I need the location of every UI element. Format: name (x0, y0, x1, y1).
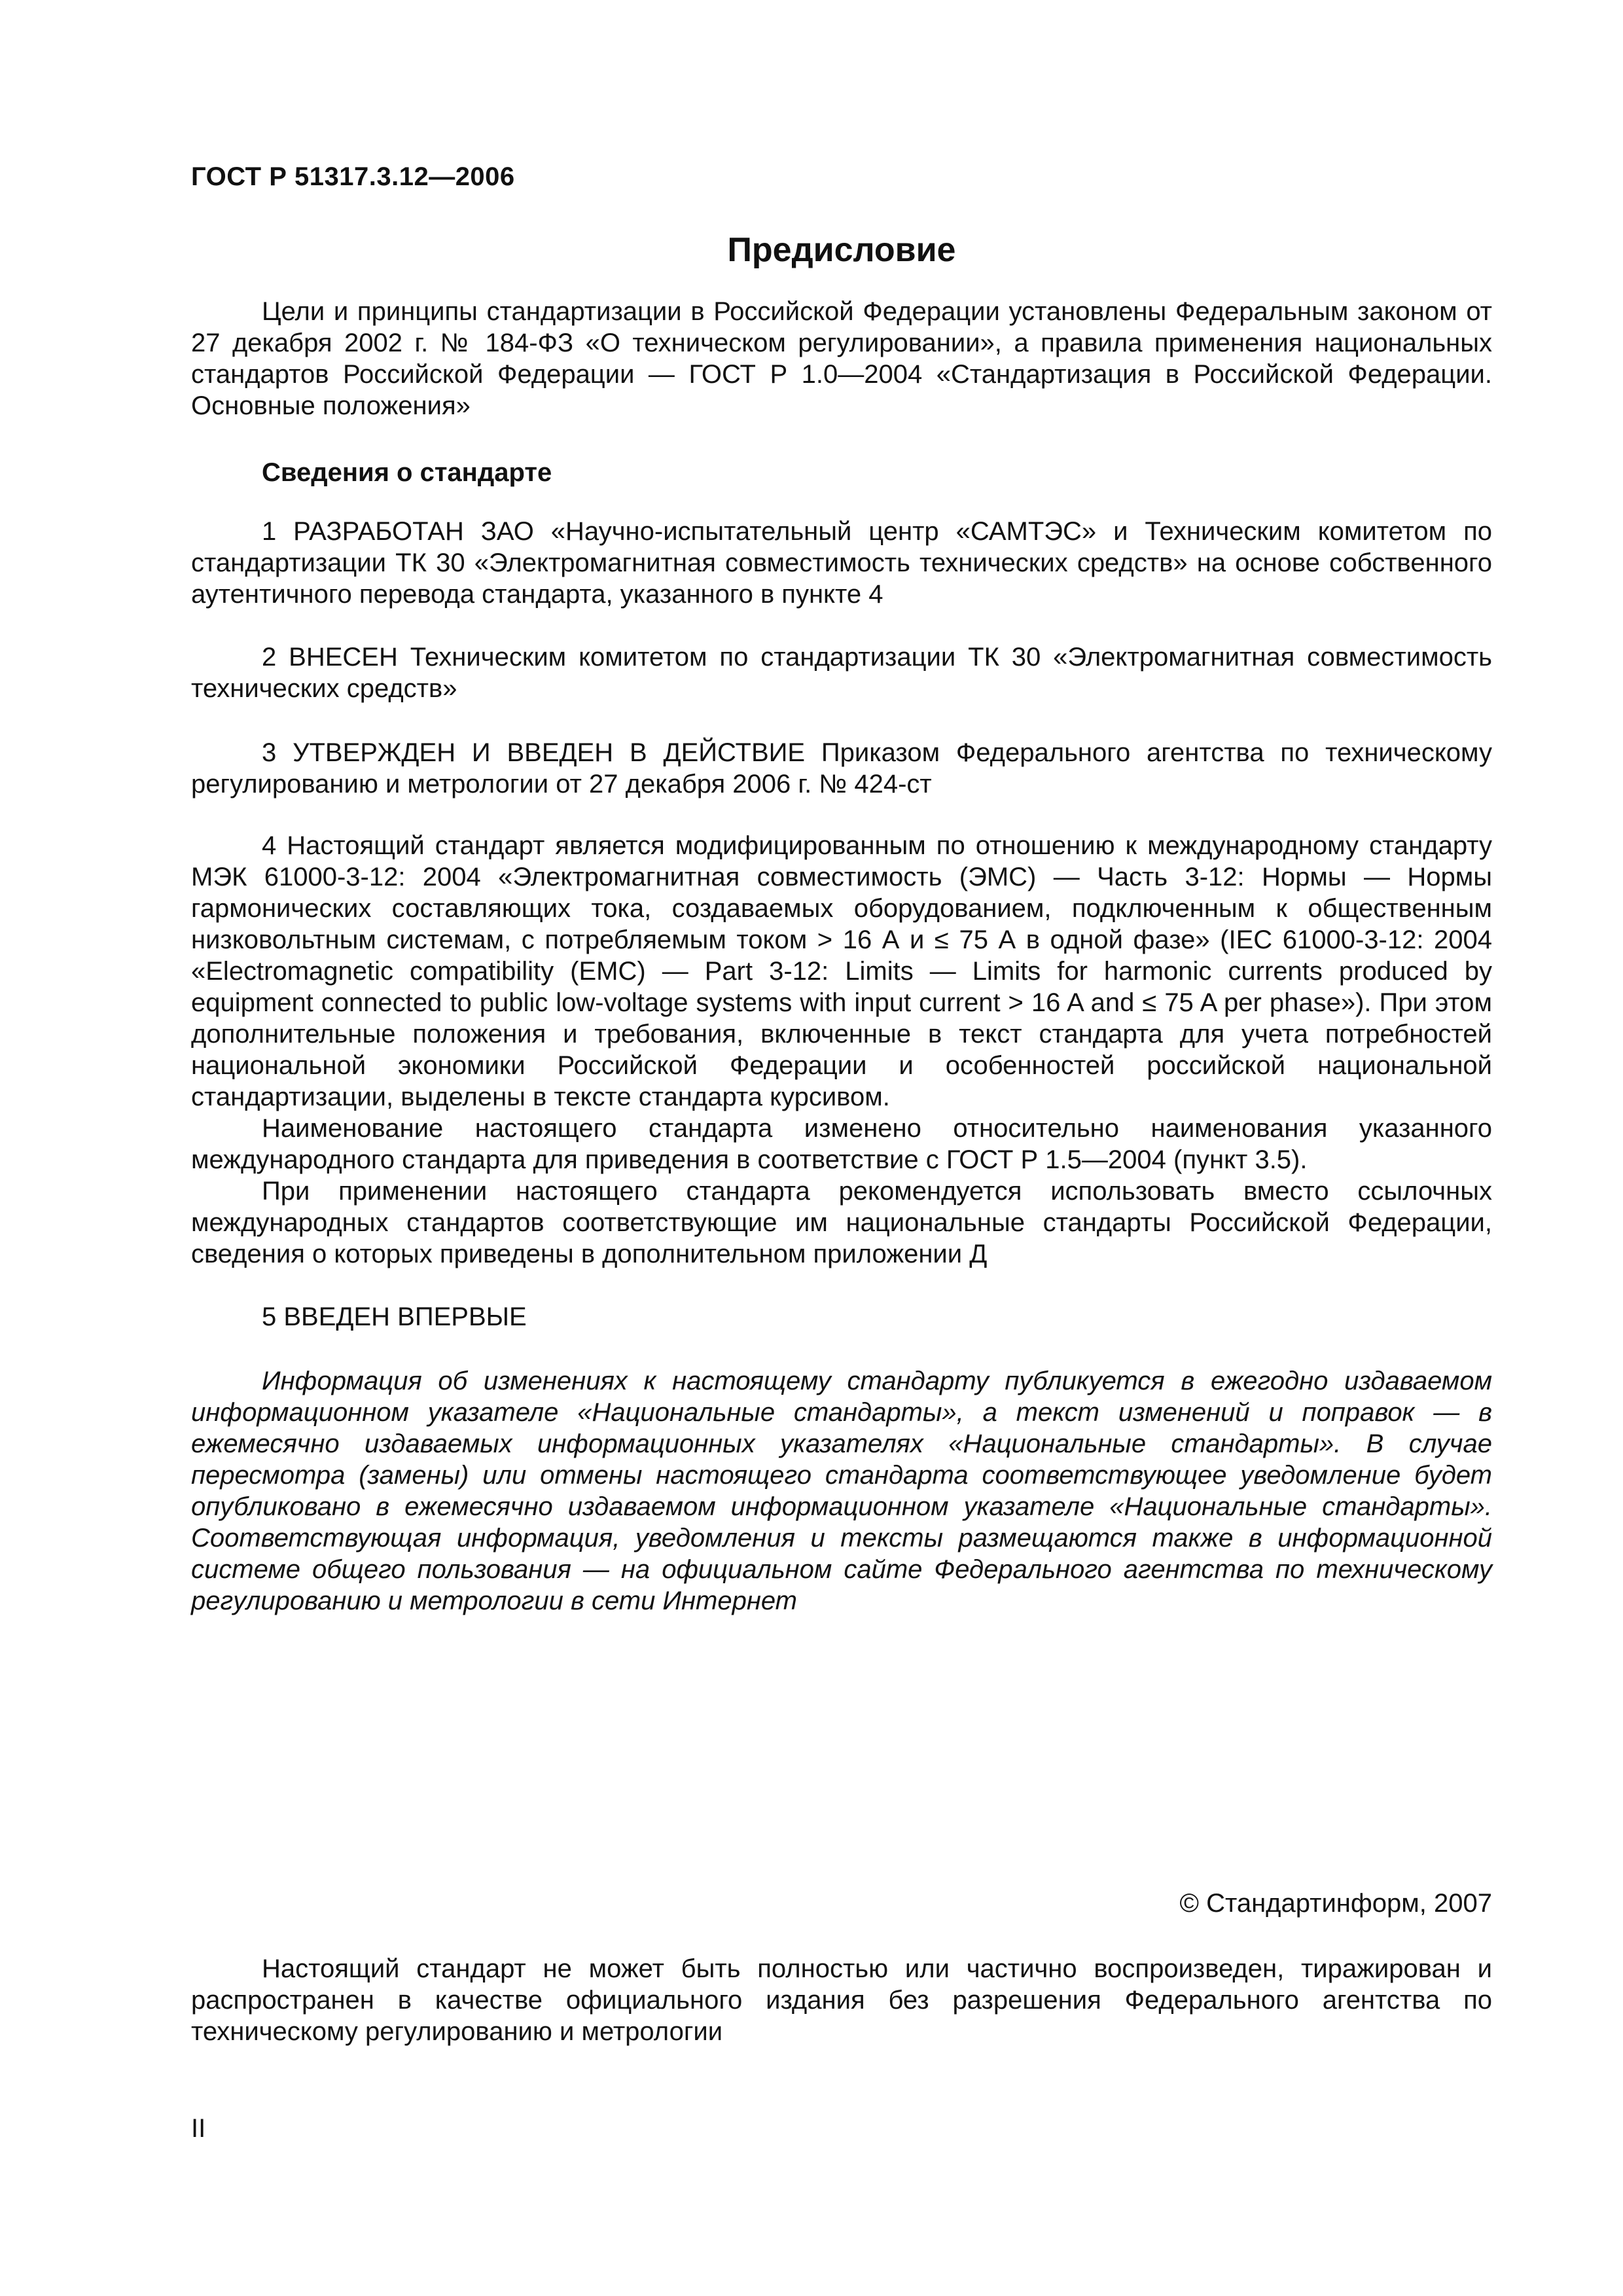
page-title: Предисловие (727, 231, 956, 269)
changes-information-notice: Информация об изменениях к настоящему стандарту публикуется в ежегодно издаваемом информационном указателе «Национальные стандарты», а текст изменений и поправок — в ежемесячно издаваемых информационных указателях «Национальные стандарты». В случае пересмотра (замены) или отмены настоящего стандарта соответствующее уведомление будет опубликовано в ежемесячно издаваемом информационном указателе «Национальные стандарты». Соответствующая информация, уведомления и тексты размещаются также в информационной системе общего пользования — на официальном сайте Федерального агентства по техническому регулированию и метрологии в сети Интернет (191, 1367, 1492, 1615)
copyright-line: © Стандартинформ, 2007 (1179, 1889, 1492, 1918)
intro-paragraph: Цели и принципы стандартизации в Российской Федерации установлены Федеральным законом от 27 декабря 2002 г. № 184-ФЗ «О техническом регулировании», а правила применения национальных стандартов Российской Федерации — ГОСТ Р 1.0—2004 «Стандартизация в Российской Федерации. Основные положения» (191, 297, 1492, 420)
item-4-modification: 4 Настоящий стандарт является модифицированным по отношению к международному стандарту МЭК 61000-3-12: 2004 «Электромагнитная совместимость (ЭМС) — Часть 3-12: Нормы — Нормы гармонических составляющих тока, создаваемых оборудованием, подключенным к общественным низковольтным системам, с потребляемым током > 16 А и ≤ 75 А в одной фазе» (IEC 61000-3-12: 2004 «Electromagnetic compatibility (EMC) — Part 3-12: Limits — Limits for harmonic currents produced by equipment connected to public low-voltage systems with input current > 16 A and ≤ 75 A per phase»). При этом дополнительные положения и требования, включенные в текст стандарта для учета потребностей национальной экономики Российской Федерации и особенностей российской национальной стандартизации, выделены в тексте стандарта курсивом. (191, 831, 1492, 1111)
item-4-name-change: Наименование настоящего стандарта изменено относительно наименования указанного международного стандарта для приведения в соответствие с ГОСТ Р 1.5—2004 (пункт 3.5). (191, 1114, 1492, 1174)
item-3-approved: 3 УТВЕРЖДЕН И ВВЕДЕН В ДЕЙСТВИЕ Приказом Федерального агентства по техническому регулированию и метрологии от 27 декабря 2006 г. № 424-ст (191, 738, 1492, 798)
item-1-developed: 1 РАЗРАБОТАН ЗАО «Научно-испытательный центр «САМТЭС» и Техническим комитетом по стандартизации ТК 30 «Электромагнитная совместимость технических средств» на основе собственного аутентичного перевода стандарта, указанного в пункте 4 (191, 517, 1492, 609)
item-5-first-introduced: 5 ВВЕДЕН ВПЕРВЫЕ (262, 1302, 527, 1331)
document-designation: ГОСТ Р 51317.3.12—2006 (191, 162, 515, 191)
item-4-references: При применении настоящего стандарта рекомендуется использовать вместо ссылочных международных стандартов соответствующие им национальные стандарты Российской Федерации, сведения о которых приведены в дополнительном приложении Д (191, 1177, 1492, 1268)
item-2-introduced: 2 ВНЕСЕН Техническим комитетом по стандартизации ТК 30 «Электромагнитная совместимость технических средств» (191, 643, 1492, 703)
reproduction-notice: Настоящий стандарт не может быть полностью или частично воспроизведен, тиражирован и распространен в качестве официального издания без разрешения Федерального агентства по техническому регулированию и метрологии (191, 1954, 1492, 2046)
info-heading: Сведения о стандарте (262, 458, 552, 487)
page-number: II (191, 2114, 206, 2143)
